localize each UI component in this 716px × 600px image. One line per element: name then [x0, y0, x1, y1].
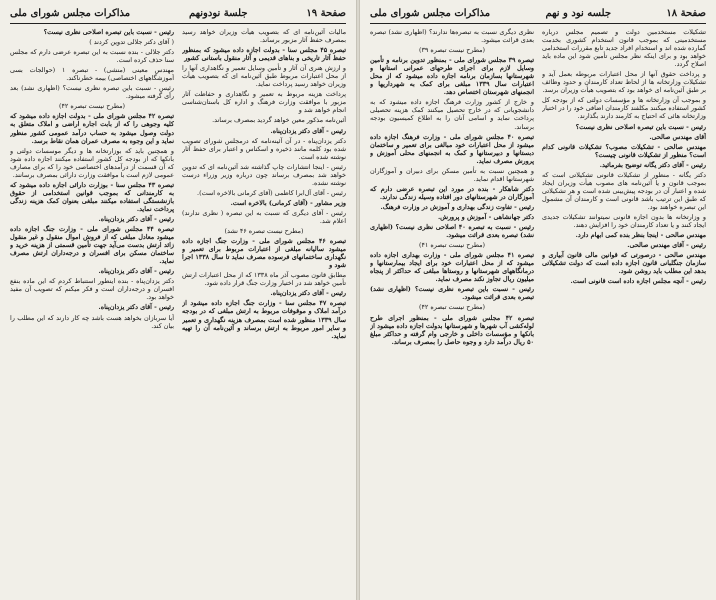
- running-title: مذاکرات مجلس شورای ملی: [10, 7, 131, 19]
- paragraph: آیا سربازان بخواهد هست باشد چه کار دارند که این مطلب را بیان کند.: [10, 313, 174, 330]
- paragraph: و خارج از کشور وزارت فرهنگ اجازه داده میشود که به دانشجویانی که در خارج تحصیل میکنند کمک هزینه تحصیلی پرداخت نماید و اسامی آنان را به اطلاع کمیسیون بودجه برساند.: [370, 98, 534, 131]
- paragraph: رئیس - نسبت باین تبصره اصلاحی نظری نیست؟: [43, 28, 174, 36]
- paragraph: رئیس - آقای آل‌ابرا کاظمی (آقای کرمانی بالاخره است).: [197, 188, 346, 197]
- paragraph: و پرداخت حقوق آنها از محل اعتبارات مربوطه بعمل آید و تشکیلات وزارتخانه ها از لحاظ تعداد کارمندان و حدود وظائف بر طبق آئین‌نامه ای خواهد بود که بتصویب هیأت وزیران برسد.: [542, 70, 706, 95]
- paragraph: رئیس - آقای دکتر یزدان‌پناه.: [270, 126, 346, 135]
- paragraph: دکتر یگانه - منظور از تشکیلات قانونی تشکیلاتی است که بموجب قانون و یا آئین‌نامه های مصوب هیأت وزیران ایجاد شده و اعتبار آن در بودجه پیش‌بینی شده است و هر تشکیلاتی که طبق این ترتیب باشد قانونی است و کارمندان آن مشمول این تبصره خواهند بود.: [542, 170, 706, 211]
- paragraph: تبصره ۴۶ مجلس شورای ملی - وزارت جنگ اجازه داده میشود سالیانه مبلغی از اعتبارات مربوط برای تعمیر و نگهداری ساختمانهای فرسوده مصرف نماید تا سال ۱۳۳۸ اجرا شود و: [182, 237, 346, 270]
- paragraph: پرداخت هزینه مربوط به تعمیر و نگاهداری و حفاظت آثار مزبور با موافقت وزارت فرهنگ و اداره کل باستان‌شناسی انجام خواهد شد و: [182, 90, 346, 115]
- paragraph: تبصره ۴۲ مجلس شورای ملی - بدولت اجازه داده میشود که کلیه وجوهی را که از بابت اجاره اراضی و املاک متعلق به دولت وصول میشود به حساب درآمد عمومی کشور منظور نماید و این وجوه به مصرف عمران همان نقاط برسد.: [10, 112, 174, 145]
- paragraph: دکتر شاهکار - بنده در مورد این تبصره عرضی دارم که آموزگاران در شهرستانهای دور افتاده وسیله زندگی ندارند.: [370, 184, 534, 201]
- paragraph: (مطرح نیست تبصره ۴۲): [418, 303, 486, 312]
- paragraph: رئیس - آقای دکتر یزدان‌پناه.: [98, 303, 174, 312]
- paragraph: رئیس - نسبت باین تبصره نظری نیست؟ (اظهاری نشد) بعد رأی گرفته میشود.: [10, 84, 174, 101]
- text-columns: [370, 28, 706, 598]
- text-column-left: [370, 28, 534, 598]
- paragraph: (مطرح نیست تبصره ۴۶ نشد): [224, 227, 304, 236]
- paragraph: رئیس - آقای دکتر یزدان‌پناه.: [98, 267, 174, 276]
- paragraph: مهندس صالحی - درصورتی که قوانین مالی قانون آبیاری و سازمان جنگلبانی قانون اجازه داده است که دولت تشکیلاتی بدهد این مطلب باید روشن شود.: [542, 251, 706, 276]
- paragraph: رئیس - نسبت به تبصره ۴۰ اصلاحی نظری نیست؟ (اظهاری نشد) تبصره بعدی قرائت میشود.: [370, 223, 534, 240]
- paragraph: و همچنین نسبت به تأمین مسکن برای دبیران و آموزگاران شهرستانها اقدام نماید.: [370, 166, 534, 183]
- paragraph: آئین‌نامه مذکور معین خواهد گردید بمصرف برساند.: [212, 116, 346, 125]
- paragraph: رئیس - آنچه مجلس اجازه داده است قانونی است.: [570, 277, 706, 286]
- paragraph: تبصره ۴۴ مجلس شورای ملی - وزارت جنگ اجازه داده میشود معادل مبلغی که از فروش اموال منقول و غیر منقول زائد ارتش بدست می‌آید جهت تأمین قسمتی از هزینه خرید و ساختمان مسکن برای افسران و درجه‌داران ارتش مصرف نماید.: [10, 225, 174, 266]
- running-title: مذاکرات مجلس شورای ملی: [370, 7, 491, 19]
- paragraph: وزیر مشاور - (آقای کرمانی) بالاخره است.: [230, 198, 346, 207]
- paragraph: تبصره ۴۳ مجلس سنا - بوزارت دارائی اجازه داده میشود که به کارمندانی که بموجب قوانین استخدامی از حقوق بازنشستگی استفاده میکنند مبلغی بعنوان کمک هزینه زندگی پرداخت نماید.: [10, 180, 174, 213]
- paragraph: تبصره ۴۱ مجلس شورای ملی - وزارت بهداری اجازه داده میشود که از محل اعتبارات خود برای ایجاد بیمارستانها و درمانگاههای شهرستانها و روستاها مبلغی که حداکثر از پنجاه میلیون ریال تجاوز نکند مصرف نماید.: [370, 251, 534, 284]
- text-columns: [10, 28, 346, 598]
- paragraph: تبصره ۴۷ مجلس سنا - وزارت جنگ اجازه داده میشود از درآمد املاک و موقوفات مربوط به ارتش مبلغی که در بودجه سال ۱۳۳۹ منظور شده است بمصرف هزینه نگهداری و تعمیر و سایر امور مربوط به ارتش برساند و آئین‌نامه آن را تهیه نماید.: [182, 299, 346, 340]
- paragraph: تشکیلات مستخدمین دولت و تصمیم مجلس درباره مستخدمینی که بموجب قانون استخدام کشوری بخدمت گمارده شده اند و استخدام افراد جدید تابع مقررات استخدامی خواهد بود و برای اینکه نظر مجلس تأمین شود این ماده باید اصلاح گردد.: [542, 28, 706, 69]
- paragraph: آقای مهندس صالحی.: [649, 132, 706, 141]
- text-column-right: [182, 28, 346, 598]
- paragraph: رئیس - اینجا انتشارات چاپ گذاشته شد آئین‌نامه ای که تدوین خواهد شد بمصرف برساند چون درباره وزیر وزراء درست نوشته نشده.: [182, 162, 346, 187]
- paragraph: دکتر جلالی - بنده نسبت به این تبصره عرضی دارم که مجلس سنا حذف کرده است.: [10, 48, 174, 65]
- paragraph: (مطرح نیست تبصره ۴۲): [58, 102, 126, 111]
- paragraph: و همچنین باید که بوزارتخانه ها و دیگر موسسات دولتی و بانکها که از بودجه کل کشور استفاده میکنند اجازه داده شود که آن قسمت از درآمدهای اختصاصی خود را که برای مصارف عمومی لازم است با موافقت وزارت دارائی بمصرف برسانند.: [10, 146, 174, 179]
- session-label: جلسة نودونهم: [189, 7, 248, 19]
- page-number: صفحة ١٩: [306, 7, 346, 19]
- paragraph: (مطرح نیست تبصره ۳۹): [418, 46, 486, 55]
- paragraph: دکتر جهانشاهی - آموزش و پرورش.: [437, 212, 534, 221]
- paragraph: تبصره ۴۲ مجلس شورای ملی - بمنظور اجرای طرح لوله‌کشی آب شهرها و شهرستانها بدولت اجازه داده میشود از بانکها و مؤسسات داخلی و خارجی وام گرفته و حداکثر مبلغ ۵۰ ریال درآمد دارد و وجوه حاصل را بمصرف برساند.: [370, 313, 534, 346]
- paragraph: نظری دیگری نسبت به تبصره‌ها ندارند؟ (اظهاری نشد) تبصره بعدی قرائت میشود.: [370, 28, 534, 45]
- paragraph: رئیس - نسبت باین تبصره اصلاحی نظری نیست؟: [575, 122, 706, 131]
- paragraph: تبصره ۴۰ مجلس شورای ملی - وزارت فرهنگ اجازه داده میشود از محل اعتبارات خود مبالغی برای تعمیر و ساختمان دبستانها و دبیرستانها و کمک به انجمنهای محلی آموزش و پرورش مصرف نماید.: [370, 132, 534, 165]
- page-header: [370, 6, 706, 24]
- text-column-right: [542, 28, 706, 598]
- paragraph: تبصره ۳۹ مجلس شورای ملی - بمنظور تدوین برنامه و تأمین وسایل لازم برای اجرای طرحهای عمرانی استانها و شهرستانها بسازمان برنامه اجازه داده میشود که از محل اعتبارات سال ۱۳۳۹ مبلغی برای کمک به شهرداریها و انجمنهای شهرستان اختصاص دهد.: [370, 56, 534, 97]
- paragraph: مهندس صالحی - اینجا بنظر بنده کمی ابهام دارد.: [575, 231, 706, 240]
- paragraph: رئیس - آقای مهندس صالحی.: [627, 241, 706, 250]
- page-19: [0, 0, 356, 600]
- paragraph: مطابق قانون مصوب آذر ماه ۱۳۳۸ که از محل اعتبارات ارتش تأمین خواهد شد در اختیار وزارت جنگ قرار داده شود.: [182, 271, 346, 288]
- page-number: صفحة ١٨: [666, 7, 706, 19]
- paragraph: رئیس - آقای دکتر یگانه توضیح بفرمائید.: [599, 160, 706, 169]
- paragraph: رئیس - آقای دیگری که نسبت به این تبصره ( نظری ندارند) اعلام شد.: [182, 208, 346, 225]
- paragraph: تبصره ۴۵ مجلس سنا - بدولت اجازه داده میشود که بمنظور حفظ آثار تاریخی و بناهای قدیمی و آثار منقول باستانی کشور: [182, 46, 346, 63]
- paragraph: رئیس - آقای دکتر یزدان‌پناه.: [270, 289, 346, 298]
- page-header: [10, 6, 346, 24]
- text-column-left: [10, 28, 174, 598]
- paragraph: و ارزش هنری آن آثار و تأمین وسایل تعمیر و نگاهداری آنها را از محل اعتبارات مربوط طبق آئین‌نامه ای که بتصویب هیأت وزیران خواهد رسید پرداخت نماید.: [182, 64, 346, 89]
- paragraph: و وزارتخانه ها بدون اجازه قانونی نمیتوانند تشکیلات جدیدی ایجاد کنند و یا تعداد کارمندان خود را افزایش دهند.: [542, 212, 706, 230]
- paragraph: مهندس صالحی - تشکیلات مصوب؟ تشکیلات قانونی کدام است؟ منظور از تشکیلات قانونی چیست؟: [542, 142, 706, 159]
- paragraph: (مطرح نیست تبصره ۴۱): [418, 241, 486, 250]
- paragraph: ( آقای دکتر جلالی تدوین کردند ): [89, 38, 174, 47]
- paragraph: رئیس - نسبت باین تبصره نظری نیست؟ (اظهاری نشد) تبصره بعدی قرائت میشود.: [370, 285, 534, 302]
- paragraph: مالیات آئین‌نامه ای که بتصویب هیأت وزیران خواهد رسید بمصرف حفظ آثار مزبور برساند.: [182, 28, 346, 45]
- paragraph: دکتر یزدان‌پناه - بنده اینطور استنباط کردم که این ماده بنفع افسران و درجه‌داران است و فکر میکنم که تصویب آن مفید خواهد بود.: [10, 277, 174, 302]
- session-label: جلسه نود و نهم: [545, 7, 612, 19]
- page-18: [360, 0, 716, 600]
- paragraph: دکتر یزدان‌پناه - در آن آئینه‌نامه که درمجلس شورای تصویب شده بود کلمه مانند ذخیره و اسکناس و اعتبار برای حفظ آثار نوشته شده است.: [182, 136, 346, 161]
- paragraph: و بموجب آن وزارتخانه ها و مؤسسات دولتی که از بودجه کل کشور استفاده میکنند مکلفند کارمندان اضافی خود را در اختیار وزارتخانه هائی که احتیاج به کارمند دارند بگذارند.: [542, 96, 706, 121]
- paragraph: رئیس - آقای دکتر یزدان‌پناه.: [98, 214, 174, 223]
- paragraph: رئیس - تفاوت زندگی بهداری و آموزش در وزارت فرهنگ.: [380, 202, 534, 211]
- paragraph: مهندس معینی (منشی) - تبصره ۱ (حوالجات بسی آموزشگاههای اختصاصی) بیمه خطرناکند.: [10, 66, 174, 83]
